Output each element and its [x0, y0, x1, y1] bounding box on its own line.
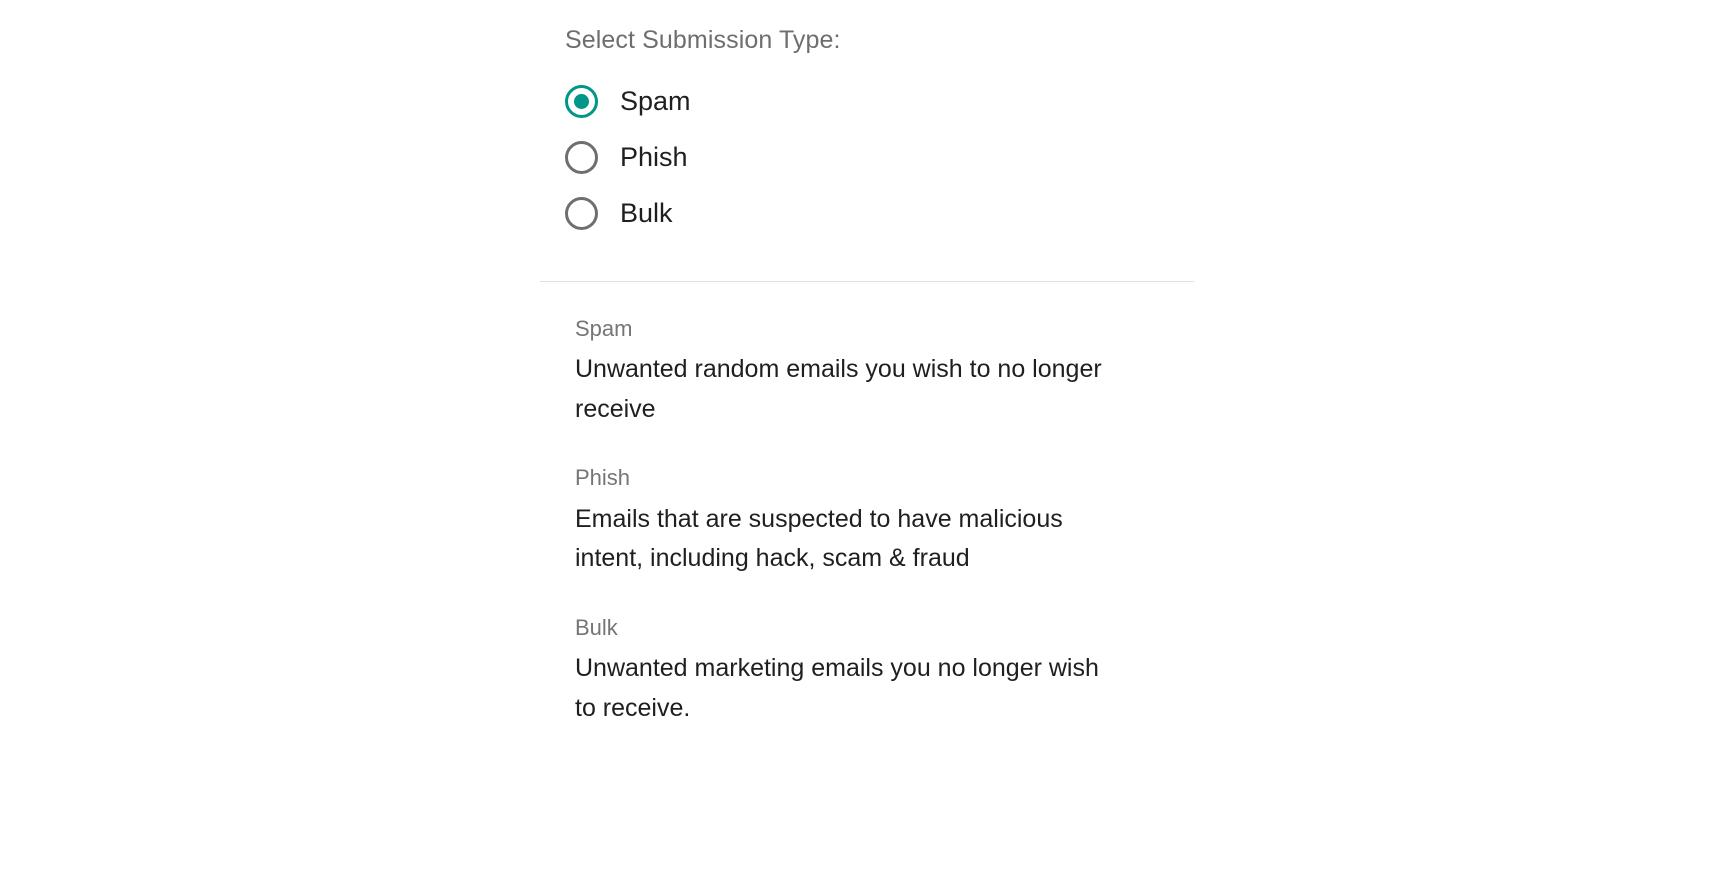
section-label: Select Submission Type:: [565, 26, 841, 54]
definition-term: Spam: [575, 316, 633, 341]
submission-type-radio-group: [565, 73, 1220, 241]
definition-description: Unwanted marketing emails you no longer wish to receive.: [575, 654, 1099, 722]
radio-option-spam[interactable]: [565, 73, 1220, 129]
definition-item: [575, 465, 1220, 578]
radio-icon[interactable]: [565, 141, 598, 174]
radio-icon[interactable]: [565, 197, 598, 230]
definition-description: Emails that are suspected to have malicious intent, including hack, scam & fraud: [575, 504, 1063, 573]
definition-item: [575, 615, 1220, 728]
radio-icon[interactable]: [565, 85, 598, 118]
definitions-list: [575, 316, 1220, 728]
radio-option-label: Spam: [620, 85, 691, 116]
definition-description: Unwanted random emails you wish to no longer receive: [575, 355, 1102, 423]
radio-option-bulk[interactable]: [565, 185, 1220, 241]
definition-term: Bulk: [575, 614, 618, 640]
radio-option-label: Phish: [620, 141, 688, 172]
radio-option-phish[interactable]: [565, 129, 1220, 185]
divider: [540, 281, 1194, 282]
radio-inner-dot: [574, 150, 589, 165]
submission-type-panel: [540, 0, 1220, 764]
radio-inner-dot: [574, 94, 589, 109]
definition-item: [575, 316, 1220, 429]
definition-term: Phish: [575, 465, 631, 491]
radio-option-label: Bulk: [620, 197, 673, 228]
radio-inner-dot: [574, 206, 589, 221]
